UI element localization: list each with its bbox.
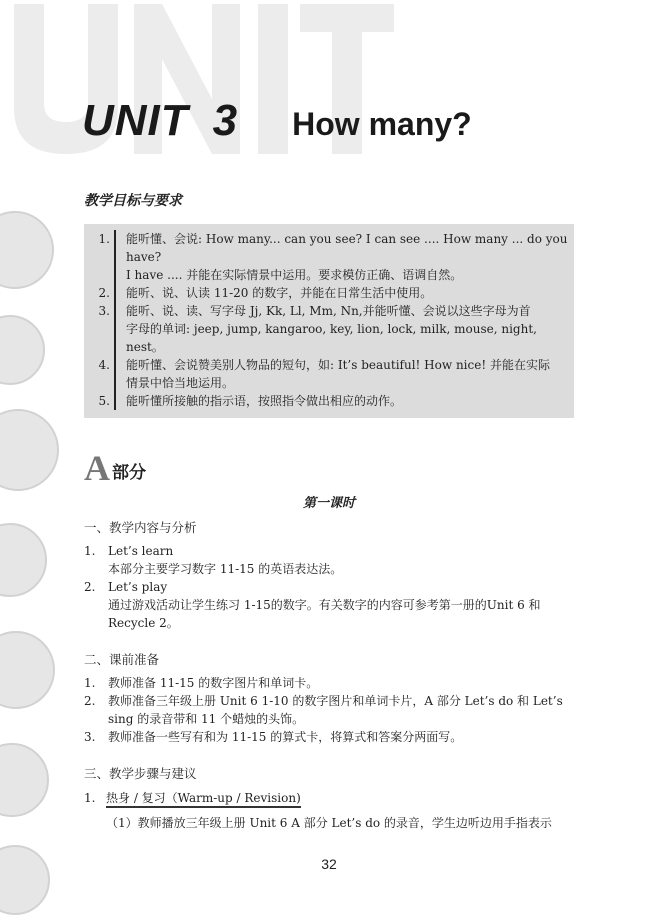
goal-number: 3. [84,302,116,356]
goal-item [84,284,568,302]
item-title: Let’s learn [108,544,174,558]
goal-item [84,356,568,392]
goal-line: 能听、说、认读 11-20 的数字，并能在日常生活中使用。 [126,286,433,300]
item-text: 教师准备一些写有和为 11-15 的算式卡，将算式和答案分两面写。 [108,730,463,744]
step-item [84,788,574,808]
goal-item [84,392,568,410]
goals-box [84,224,574,418]
goal-number: 4. [84,356,116,392]
item-title: Let’s play [108,580,168,594]
goal-line: 情景中恰当地运用。 [126,376,235,390]
goal-line: 能听懂、会说: How many... can you see? I can see .... How many ... do you have? [126,232,568,264]
goals-heading: 教学目标与要求 [84,193,182,209]
goal-item [84,302,568,356]
list-item [84,692,574,728]
item-description: 本部分主要学习数字 11-15 的英语表达法。 [108,562,343,576]
part1-heading: 一、教学内容与分析 [84,520,197,535]
item-number: 2. [84,580,96,594]
step-substep: （1）教师播放三年级上册 Unit 6 A 部分 Let’s do 的录音，学生边听边用手指表示 [106,816,552,830]
goal-number: 5. [84,392,116,410]
unit-subtitle: How many? [292,106,472,142]
item-number: 1. [84,676,96,690]
list-item [84,728,574,746]
step-number: 1. [84,791,96,805]
goal-number: 1. [84,230,116,284]
step-title: 热身 / 复习（Warm-up / Revision) [106,791,301,808]
page-header [82,96,622,146]
lesson-title: 第一课时 [302,496,355,511]
unit-number: 3 [212,96,239,145]
item-text: 教师准备 11-15 的数字图片和单词卡。 [108,676,319,690]
goal-line: 能听懂所接触的指示语，按照指令做出相应的动作。 [126,394,403,408]
goal-line: 能听懂、会说赞美别人物品的短句，如: It’s beautiful! How nice! 并能在实际 [126,358,550,372]
part3-heading: 三、教学步骤与建议 [84,766,197,781]
goal-item [84,230,568,284]
unit-title [82,96,238,146]
goal-number: 2. [84,284,116,302]
goal-line: 能听、说、读、写字母 Jj, Kk, Ll, Mm, Nn,并能听懂、会说以这些字母为首 [126,304,531,318]
item-number: 1. [84,544,96,558]
part2-heading: 二、课前准备 [84,652,160,667]
list-item [84,578,574,632]
item-text: sing 的录音带和 11 个蜡烛的头饰。 [108,712,305,726]
list-item [84,674,574,692]
unit-label: UNIT [82,96,189,145]
cartoon-characters-decoration [0,210,60,917]
section-a-heading [84,448,574,488]
item-description: 通过游戏活动让学生练习 1-15的数字。有关数字的内容可参考第一册的Unit 6 和 Recycle 2。 [108,598,541,630]
section-a-label: 部分 [112,463,146,483]
item-number: 3. [84,730,96,744]
section-a-logo: A [84,448,110,488]
item-number: 2. [84,694,96,708]
page-number: 32 [321,856,337,872]
page-content [84,190,574,892]
list-item [84,542,574,578]
goal-line: I have .... 并能在实际情景中运用。要求模仿正确、语调自然。 [126,268,463,282]
item-text: 教师准备三年级上册 Unit 6 1-10 的数字图片和单词卡片，A 部分 Let’s do 和 Let’s [108,694,563,708]
goal-line: 字母的单词: jeep, jump, kangaroo, key, lion, lock, milk, mouse, night, nest。 [126,322,537,354]
